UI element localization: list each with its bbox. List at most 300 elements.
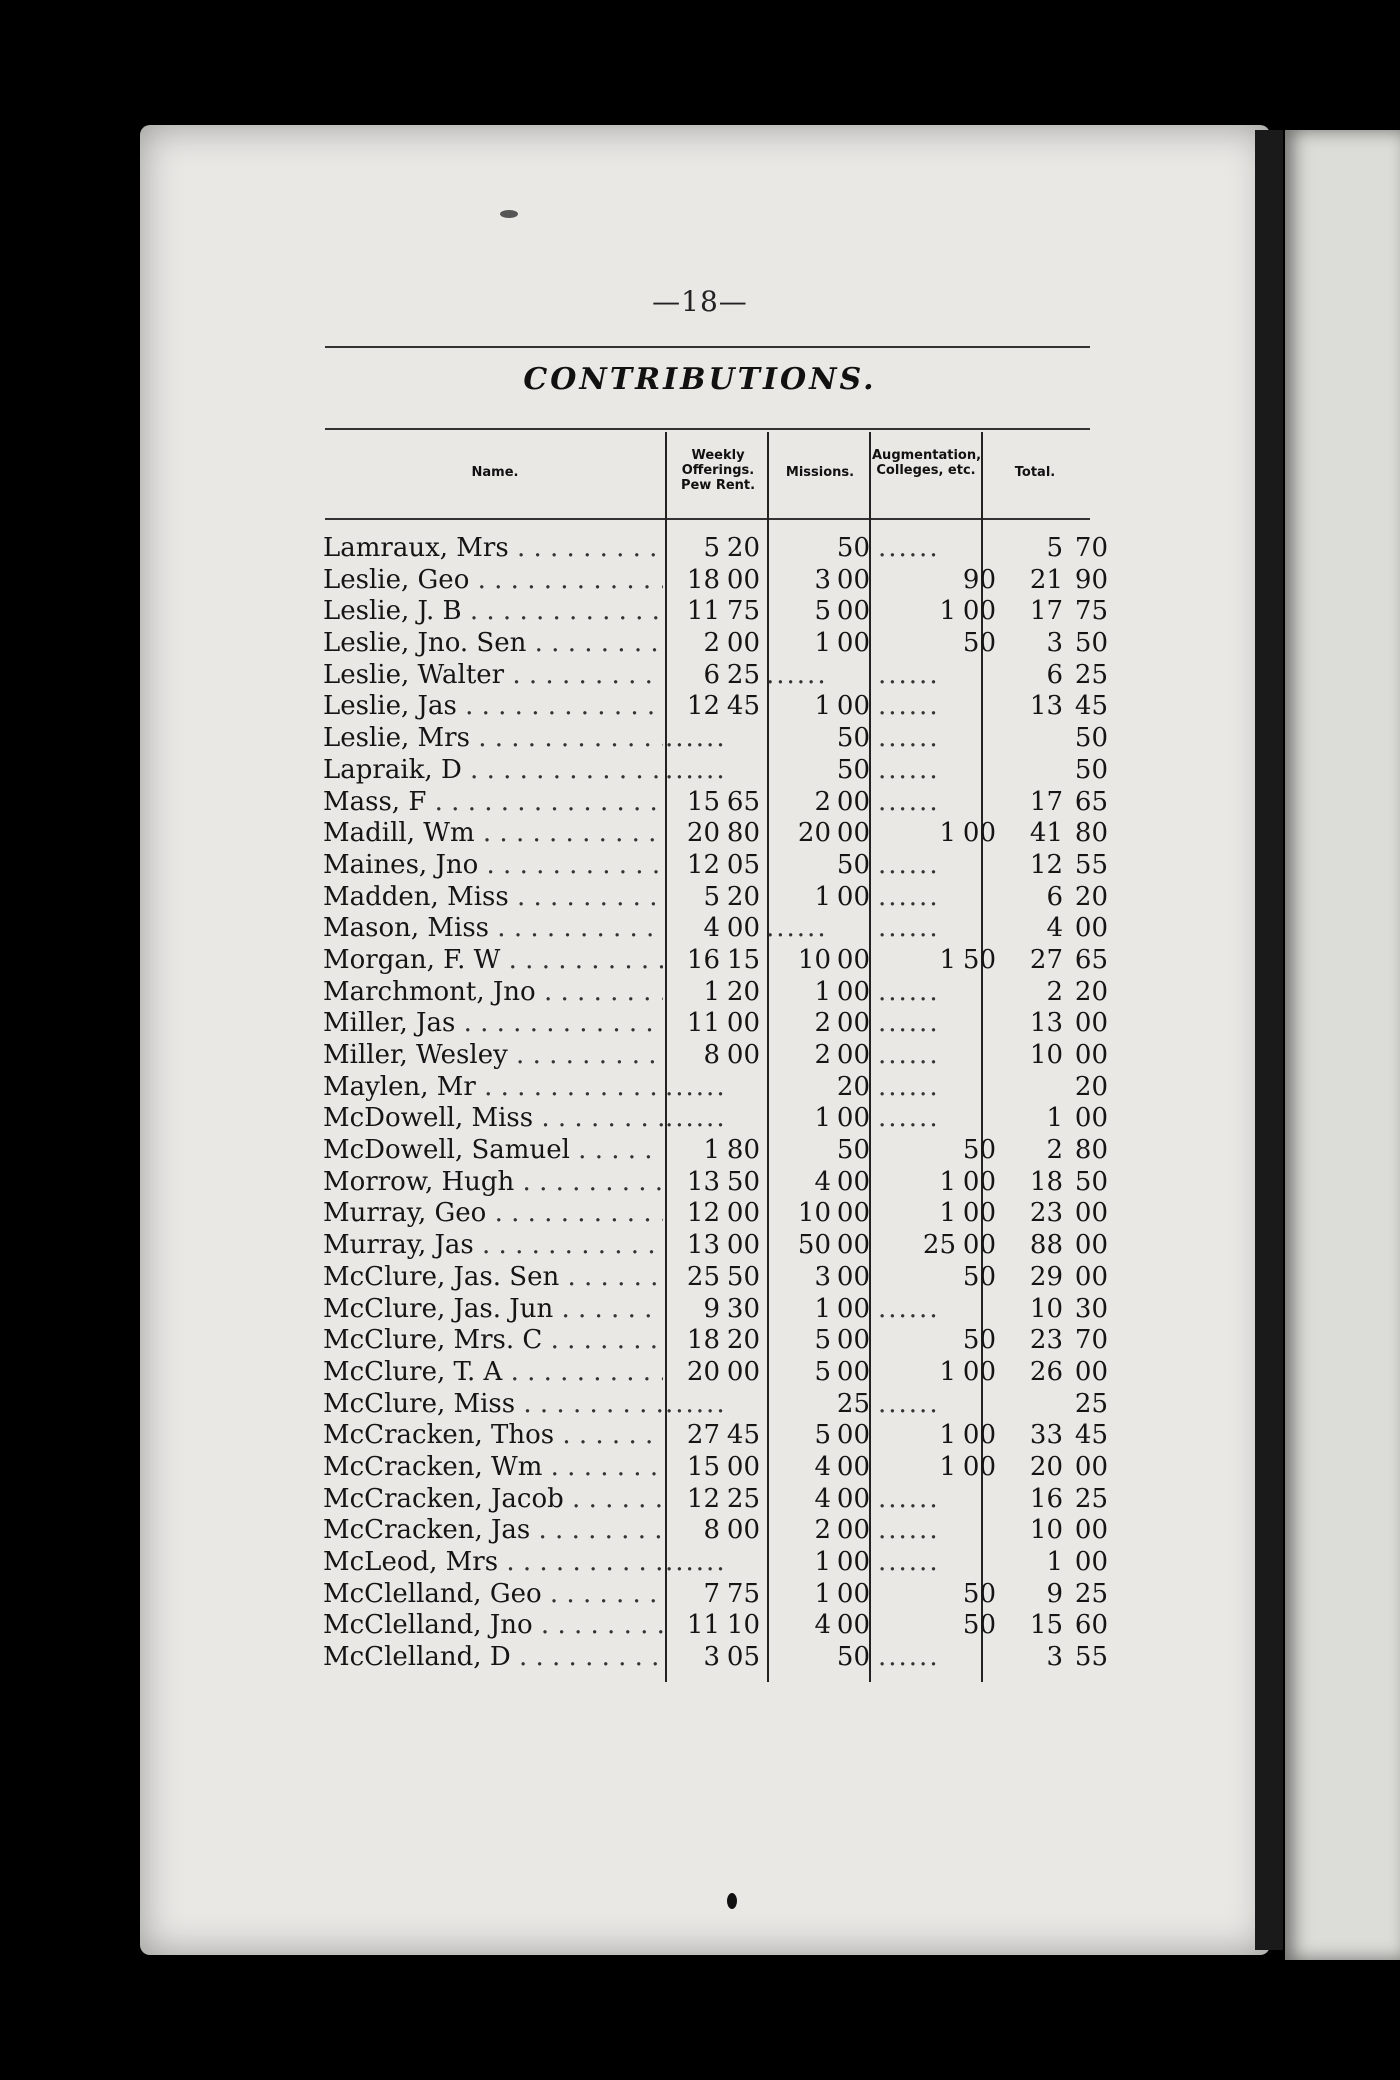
- missions-cents: 00: [836, 1578, 870, 1609]
- table-row: [320, 659, 1108, 692]
- augmentation-cents: 00: [962, 1166, 996, 1197]
- augmentation-cents: 50: [962, 1261, 996, 1292]
- missions-cents: 50: [836, 754, 870, 785]
- contributor-name: Leslie, Mrs . . .: [323, 723, 663, 755]
- contributor-name: McDowell, Samuel . . .: [323, 1135, 663, 1167]
- total-dollars: 41: [1029, 818, 1063, 849]
- missions-cents: 00: [836, 1166, 870, 1197]
- missions-dollars: 2: [814, 1008, 831, 1039]
- augmentation-dollars: 1: [939, 944, 956, 975]
- total-dollars: 5: [1046, 533, 1063, 563]
- weekly-dollars: 15: [686, 786, 720, 817]
- weekly-empty-leader: ......: [665, 1388, 727, 1419]
- augmentation-cents: 00: [962, 596, 996, 627]
- table-row: [320, 1420, 1108, 1452]
- weekly-cents: 75: [726, 596, 760, 627]
- missions-dollars: 3: [814, 1261, 831, 1292]
- weekly-cents: 05: [726, 849, 760, 880]
- total-dollars: 88: [1029, 1230, 1063, 1261]
- missions-dollars: 1: [814, 1293, 831, 1324]
- weekly-cents: 00: [726, 628, 760, 659]
- augmentation-empty-leader: ......: [878, 786, 940, 817]
- contributor-name: Leslie, Geo . . .: [323, 565, 663, 597]
- contributor-name: McDowell, Miss . . .: [323, 1103, 663, 1135]
- weekly-dollars: 13: [686, 1166, 720, 1197]
- page-mark: [727, 1893, 737, 1909]
- missions-cents: 00: [836, 1356, 870, 1387]
- total-dollars: 6: [1046, 659, 1063, 690]
- header-augmentation: Augmentation, Colleges, etc.: [872, 448, 982, 478]
- total-cents: 20: [1074, 881, 1108, 912]
- total-cents: 90: [1074, 564, 1108, 595]
- table-row: [320, 1135, 1108, 1167]
- augmentation-cents: 50: [962, 1325, 996, 1356]
- augmentation-dollars: 1: [939, 1451, 956, 1482]
- contributor-name: McClelland, Jno . . .: [323, 1610, 663, 1642]
- total-cents: 00: [1074, 1547, 1108, 1577]
- missions-dollars: 4: [814, 1451, 831, 1482]
- contributor-name: Madill, Wm . . .: [323, 818, 663, 850]
- total-cents: 30: [1074, 1293, 1108, 1324]
- contributor-name: Morrow, Hugh . . .: [323, 1167, 663, 1199]
- weekly-cents: 00: [726, 1356, 760, 1387]
- weekly-cents: 00: [726, 1515, 760, 1546]
- augmentation-cents: 00: [962, 1230, 996, 1261]
- total-dollars: 18: [1029, 1166, 1063, 1197]
- missions-cents: 00: [836, 1515, 870, 1546]
- missions-dollars: 2: [814, 1515, 831, 1546]
- weekly-dollars: 18: [686, 1325, 720, 1356]
- augmentation-dollars: 1: [939, 1356, 956, 1387]
- missions-cents: 50: [836, 849, 870, 880]
- total-dollars: 4: [1046, 913, 1063, 944]
- missions-cents: 00: [836, 1483, 870, 1514]
- contributor-name: Madden, Miss . . .: [323, 882, 663, 914]
- missions-cents: 00: [836, 1420, 870, 1451]
- total-cents: 00: [1074, 1356, 1108, 1387]
- header-missions: Missions.: [785, 465, 855, 480]
- missions-dollars: 5: [814, 1420, 831, 1451]
- weekly-cents: 65: [726, 786, 760, 817]
- augmentation-empty-leader: ......: [878, 1388, 940, 1419]
- table-row: [320, 1198, 1108, 1230]
- missions-dollars: 1: [814, 881, 831, 912]
- missions-cents: 00: [836, 1451, 870, 1482]
- total-dollars: 17: [1029, 596, 1063, 627]
- weekly-cents: 45: [726, 691, 760, 722]
- missions-dollars: 4: [814, 1166, 831, 1197]
- table-row: [320, 976, 1108, 1009]
- augmentation-empty-leader: ......: [878, 754, 940, 785]
- ink-smudge: [500, 210, 518, 218]
- total-cents: 00: [1074, 1008, 1108, 1039]
- augmentation-empty-leader: ......: [878, 1515, 940, 1546]
- augmentation-dollars: 1: [939, 1166, 956, 1197]
- augmentation-cents: 00: [962, 1356, 996, 1387]
- table-row: [320, 628, 1108, 660]
- weekly-dollars: 20: [686, 1356, 720, 1387]
- total-cents: 50: [1074, 754, 1108, 785]
- total-cents: 25: [1074, 1483, 1108, 1514]
- augmentation-empty-leader: ......: [878, 723, 940, 754]
- weekly-dollars: 11: [686, 596, 720, 627]
- table-row: [320, 533, 1108, 565]
- weekly-dollars: 2: [703, 628, 720, 659]
- missions-dollars: 20: [797, 818, 831, 849]
- contributor-name: McCracken, Thos . . .: [323, 1420, 663, 1452]
- total-cents: 00: [1074, 913, 1108, 944]
- weekly-dollars: 15: [686, 1451, 720, 1482]
- missions-dollars: 1: [814, 691, 831, 722]
- weekly-dollars: 25: [686, 1261, 720, 1292]
- total-cents: 55: [1074, 1642, 1108, 1673]
- weekly-dollars: 12: [686, 1483, 720, 1514]
- augmentation-empty-leader: ......: [878, 1547, 940, 1577]
- table-row: [320, 754, 1108, 787]
- table-row: [320, 1325, 1108, 1357]
- total-dollars: 6: [1046, 881, 1063, 912]
- contributor-name: McCracken, Jacob . . .: [323, 1484, 663, 1516]
- missions-dollars: 50: [797, 1230, 831, 1261]
- weekly-cents: 20: [726, 976, 760, 1007]
- total-dollars: 13: [1029, 691, 1063, 722]
- augmentation-cents: 00: [962, 1451, 996, 1482]
- table-row: [320, 1356, 1108, 1389]
- augmentation-empty-leader: ......: [878, 691, 940, 722]
- missions-cents: 50: [836, 1642, 870, 1673]
- missions-dollars: 1: [814, 976, 831, 1007]
- total-dollars: 20: [1029, 1451, 1063, 1482]
- contributor-name: McLeod, Mrs . . .: [323, 1547, 663, 1579]
- weekly-cents: 80: [726, 818, 760, 849]
- missions-cents: 00: [836, 1198, 870, 1229]
- missions-cents: 00: [836, 564, 870, 595]
- total-cents: 60: [1074, 1610, 1108, 1641]
- missions-dollars: 4: [814, 1610, 831, 1641]
- weekly-cents: 20: [726, 533, 760, 563]
- total-cents: 50: [1074, 1166, 1108, 1197]
- weekly-cents: 00: [726, 1230, 760, 1261]
- contributor-name: McClelland, D . . .: [323, 1642, 663, 1674]
- missions-dollars: 5: [814, 596, 831, 627]
- missions-dollars: 2: [814, 1040, 831, 1070]
- missions-cents: 20: [836, 1071, 870, 1102]
- total-dollars: 23: [1029, 1325, 1063, 1356]
- total-cents: 25: [1074, 1578, 1108, 1609]
- missions-empty-leader: ......: [766, 913, 828, 944]
- missions-cents: 00: [836, 786, 870, 817]
- weekly-empty-leader: ......: [665, 1071, 727, 1102]
- missions-dollars: 1: [814, 1547, 831, 1577]
- weekly-dollars: 8: [703, 1040, 720, 1070]
- weekly-cents: 00: [726, 913, 760, 944]
- missions-cents: 50: [836, 723, 870, 754]
- missions-cents: 00: [836, 1040, 870, 1070]
- total-cents: 00: [1074, 1230, 1108, 1261]
- augmentation-empty-leader: ......: [878, 1642, 940, 1673]
- header-total: Total.: [1014, 465, 1056, 480]
- total-dollars: 1: [1046, 1103, 1063, 1134]
- total-cents: 70: [1074, 1325, 1108, 1356]
- total-cents: 80: [1074, 818, 1108, 849]
- missions-dollars: 5: [814, 1325, 831, 1356]
- table-row: [320, 1040, 1108, 1072]
- table-row: [320, 596, 1108, 628]
- weekly-empty-leader: ......: [665, 723, 727, 754]
- total-dollars: 10: [1029, 1293, 1063, 1324]
- missions-cents: 00: [836, 1610, 870, 1641]
- table-row: [320, 1293, 1108, 1326]
- table-row: [320, 1515, 1108, 1547]
- table-row: [320, 786, 1108, 819]
- header-name: Name.: [471, 465, 519, 480]
- table-row: [320, 723, 1108, 755]
- augmentation-empty-leader: ......: [878, 1008, 940, 1039]
- augmentation-empty-leader: ......: [878, 659, 940, 690]
- total-cents: 25: [1074, 1388, 1108, 1419]
- weekly-cents: 25: [726, 659, 760, 690]
- table-row: [320, 1547, 1108, 1579]
- weekly-cents: 05: [726, 1642, 760, 1673]
- augmentation-empty-leader: ......: [878, 1103, 940, 1134]
- weekly-dollars: 1: [703, 1135, 720, 1166]
- missions-cents: 00: [836, 628, 870, 659]
- table-row: [320, 564, 1108, 597]
- augmentation-dollars: 1: [939, 1198, 956, 1229]
- missions-cents: 25: [836, 1388, 870, 1419]
- weekly-cents: 00: [726, 564, 760, 595]
- table-row: [320, 913, 1108, 945]
- missions-cents: 50: [836, 533, 870, 563]
- weekly-dollars: 3: [703, 1642, 720, 1673]
- total-cents: 75: [1074, 596, 1108, 627]
- total-dollars: 26: [1029, 1356, 1063, 1387]
- table-row: [320, 1578, 1108, 1611]
- augmentation-empty-leader: ......: [878, 881, 940, 912]
- missions-dollars: 2: [814, 786, 831, 817]
- total-dollars: 23: [1029, 1198, 1063, 1229]
- missions-cents: 00: [836, 691, 870, 722]
- total-cents: 50: [1074, 628, 1108, 659]
- total-dollars: 3: [1046, 1642, 1063, 1673]
- table-row: [320, 1008, 1108, 1040]
- contributor-name: Murray, Geo . . .: [323, 1198, 663, 1230]
- weekly-cents: 10: [726, 1610, 760, 1641]
- weekly-cents: 30: [726, 1293, 760, 1324]
- total-dollars: 15: [1029, 1610, 1063, 1641]
- table-row: [320, 881, 1108, 914]
- contributor-name: Leslie, J. B . . .: [323, 596, 663, 628]
- missions-cents: 00: [836, 1325, 870, 1356]
- augmentation-cents: 00: [962, 818, 996, 849]
- missions-cents: 00: [836, 1230, 870, 1261]
- augmentation-cents: 50: [962, 1578, 996, 1609]
- missions-dollars: 10: [797, 944, 831, 975]
- missions-cents: 00: [836, 1261, 870, 1292]
- weekly-empty-leader: ......: [665, 1103, 727, 1134]
- total-cents: 80: [1074, 1135, 1108, 1166]
- weekly-cents: 50: [726, 1166, 760, 1197]
- augmentation-empty-leader: ......: [878, 1293, 940, 1324]
- contributor-name: McClure, Jas. Sen . . .: [323, 1262, 663, 1294]
- table-row: [320, 849, 1108, 882]
- total-cents: 55: [1074, 849, 1108, 880]
- contributor-name: McCracken, Wm . . .: [323, 1452, 663, 1484]
- table-row: [320, 1610, 1108, 1642]
- table-row: [320, 1451, 1108, 1484]
- total-cents: 65: [1074, 944, 1108, 975]
- table-row: [320, 1483, 1108, 1516]
- table-row: [320, 1261, 1108, 1294]
- augmentation-cents: 50: [962, 628, 996, 659]
- augmentation-empty-leader: ......: [878, 1071, 940, 1102]
- augmentation-dollars: 25: [922, 1230, 956, 1261]
- missions-dollars: 3: [814, 564, 831, 595]
- weekly-dollars: 6: [703, 659, 720, 690]
- weekly-empty-leader: ......: [665, 1547, 727, 1577]
- weekly-dollars: 5: [703, 881, 720, 912]
- total-cents: 00: [1074, 1040, 1108, 1070]
- total-cents: 45: [1074, 691, 1108, 722]
- contributor-name: Lapraik, D . . .: [323, 755, 663, 787]
- total-dollars: 12: [1029, 849, 1063, 880]
- table-row: [320, 1103, 1108, 1135]
- table-row: [320, 1230, 1108, 1262]
- contributor-name: Maines, Jno . . .: [323, 850, 663, 882]
- weekly-cents: 45: [726, 1420, 760, 1451]
- contributions-table: [320, 533, 1108, 1674]
- contributor-name: Maylen, Mr . . .: [323, 1072, 663, 1104]
- weekly-cents: 80: [726, 1135, 760, 1166]
- total-dollars: 16: [1029, 1483, 1063, 1514]
- missions-cents: 00: [836, 976, 870, 1007]
- missions-cents: 00: [836, 1547, 870, 1577]
- total-dollars: 21: [1029, 564, 1063, 595]
- missions-dollars: 4: [814, 1483, 831, 1514]
- book-spine: [1255, 130, 1283, 1950]
- total-dollars: 17: [1029, 786, 1063, 817]
- total-dollars: 13: [1029, 1008, 1063, 1039]
- weekly-dollars: 12: [686, 1198, 720, 1229]
- header-top-rule: [325, 428, 1090, 430]
- missions-cents: 00: [836, 1103, 870, 1134]
- augmentation-cents: 00: [962, 1198, 996, 1229]
- augmentation-empty-leader: ......: [878, 976, 940, 1007]
- contributor-name: McClelland, Geo . . .: [323, 1579, 663, 1611]
- missions-cents: 00: [836, 818, 870, 849]
- total-dollars: 33: [1029, 1420, 1063, 1451]
- weekly-cents: 15: [726, 944, 760, 975]
- contributor-name: Lamraux, Mrs . . .: [323, 533, 663, 565]
- weekly-dollars: 8: [703, 1515, 720, 1546]
- weekly-cents: 75: [726, 1578, 760, 1609]
- augmentation-dollars: 1: [939, 596, 956, 627]
- contributor-name: McClure, Mrs. C . . .: [323, 1325, 663, 1357]
- weekly-dollars: 1: [703, 976, 720, 1007]
- contributor-name: Leslie, Jno. Sen . . .: [323, 628, 663, 660]
- augmentation-cents: 00: [962, 1420, 996, 1451]
- missions-dollars: 5: [814, 1356, 831, 1387]
- table-row: [320, 691, 1108, 723]
- total-cents: 00: [1074, 1261, 1108, 1292]
- weekly-cents: 25: [726, 1483, 760, 1514]
- augmentation-cents: 90: [962, 564, 996, 595]
- total-cents: 00: [1074, 1103, 1108, 1134]
- missions-dollars: 1: [814, 628, 831, 659]
- missions-cents: 50: [836, 1135, 870, 1166]
- missions-dollars: 1: [814, 1578, 831, 1609]
- contributor-name: Morgan, F. W . . .: [323, 945, 663, 977]
- weekly-dollars: 11: [686, 1008, 720, 1039]
- total-dollars: 29: [1029, 1261, 1063, 1292]
- contributor-name: Marchmont, Jno . . .: [323, 977, 663, 1009]
- contributor-name: McClure, T. A . . .: [323, 1357, 663, 1389]
- header-bottom-rule: [325, 518, 1090, 520]
- weekly-dollars: 16: [686, 944, 720, 975]
- total-cents: 25: [1074, 659, 1108, 690]
- total-dollars: 10: [1029, 1515, 1063, 1546]
- contributor-name: McClure, Miss . . .: [323, 1389, 663, 1421]
- missions-cents: 00: [836, 596, 870, 627]
- page-number: —18—: [652, 285, 748, 318]
- augmentation-cents: 50: [962, 1135, 996, 1166]
- missions-dollars: 10: [797, 1198, 831, 1229]
- contributor-name: McClure, Jas. Jun . . .: [323, 1294, 663, 1326]
- top-rule: [325, 346, 1090, 348]
- table-row: [320, 1642, 1108, 1674]
- table-row: [320, 944, 1108, 977]
- augmentation-dollars: 1: [939, 1420, 956, 1451]
- page-title: CONTRIBUTIONS.: [523, 362, 877, 397]
- missions-cents: 00: [836, 1008, 870, 1039]
- augmentation-cents: 50: [962, 1610, 996, 1641]
- missions-cents: 00: [836, 1293, 870, 1324]
- total-cents: 00: [1074, 1451, 1108, 1482]
- table-row: [320, 818, 1108, 850]
- total-dollars: 9: [1046, 1578, 1063, 1609]
- total-cents: 20: [1074, 1071, 1108, 1102]
- weekly-dollars: 12: [686, 691, 720, 722]
- weekly-empty-leader: ......: [665, 754, 727, 785]
- total-dollars: 2: [1046, 1135, 1063, 1166]
- total-cents: 45: [1074, 1420, 1108, 1451]
- weekly-cents: 00: [726, 1008, 760, 1039]
- contributor-name: Leslie, Jas . . .: [323, 691, 663, 723]
- missions-cents: 00: [836, 944, 870, 975]
- augmentation-cents: 50: [962, 944, 996, 975]
- total-dollars: 2: [1046, 976, 1063, 1007]
- weekly-dollars: 5: [703, 533, 720, 563]
- contributor-name: Leslie, Walter . . .: [323, 660, 663, 692]
- weekly-dollars: 20: [686, 818, 720, 849]
- weekly-dollars: 13: [686, 1230, 720, 1261]
- augmentation-empty-leader: ......: [878, 913, 940, 944]
- contributor-name: Miller, Wesley . . .: [323, 1040, 663, 1072]
- augmentation-dollars: 1: [939, 818, 956, 849]
- missions-empty-leader: ......: [766, 659, 828, 690]
- augmentation-empty-leader: ......: [878, 1040, 940, 1070]
- augmentation-empty-leader: ......: [878, 533, 940, 563]
- weekly-dollars: 9: [703, 1293, 720, 1324]
- weekly-cents: 20: [726, 881, 760, 912]
- adjacent-page-edge: [1285, 130, 1400, 1960]
- total-dollars: 10: [1029, 1040, 1063, 1070]
- total-cents: 65: [1074, 786, 1108, 817]
- contributor-name: Mason, Miss . . .: [323, 913, 663, 945]
- weekly-dollars: 18: [686, 564, 720, 595]
- weekly-cents: 00: [726, 1040, 760, 1070]
- total-cents: 00: [1074, 1515, 1108, 1546]
